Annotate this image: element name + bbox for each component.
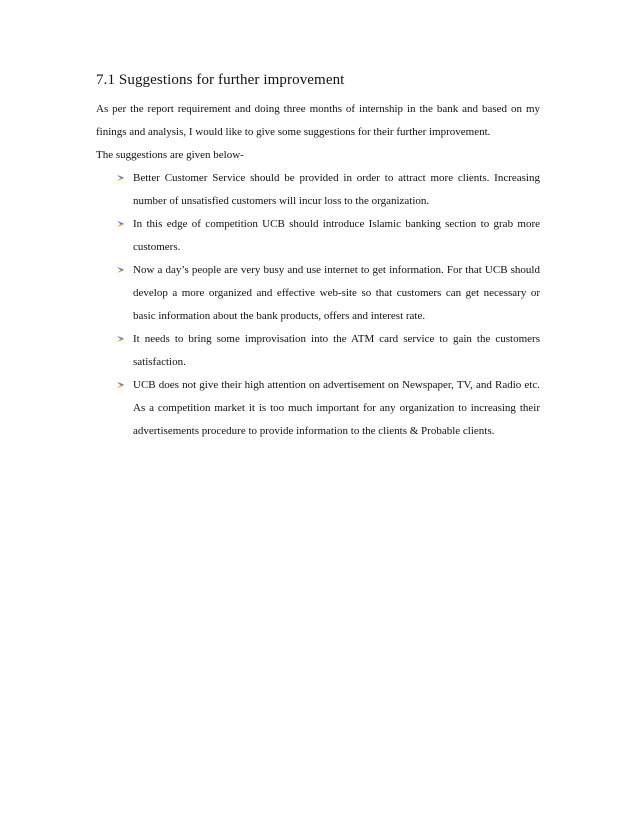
list-item xyxy=(96,328,540,374)
section-heading: 7.1 Suggestions for further improvement xyxy=(96,72,345,88)
intro-paragraph: As per the report requirement and doing three months of internship in the bank and based on my finings and analysis, I would like to give some suggestions for their further improvement. xyxy=(96,103,540,138)
suggestion-list xyxy=(96,167,540,443)
section-content xyxy=(96,70,540,443)
list-intro: The suggestions are given below- xyxy=(96,149,244,161)
list-item xyxy=(96,213,540,259)
suggestion-text: Now a day’s people are very busy and use internet to get information. For that UCB should develop a more organized and effective web-site so that customers can get necessary or basic information about the bank products, offers and interest rate. xyxy=(133,264,540,322)
suggestion-text: In this edge of competition UCB should introduce Islamic banking section to grab more customers. xyxy=(133,218,540,253)
suggestion-text: UCB does not give their high attention on advertisement on Newspaper, TV, and Radio etc. As a competition market it is too much important for any organization to increasing their advertisements procedure to provide information to the clients & Probable clients. xyxy=(133,379,540,437)
arrow-bullet-icon xyxy=(116,219,126,229)
arrow-bullet-icon xyxy=(116,380,126,390)
list-item xyxy=(96,259,540,328)
arrow-bullet-icon xyxy=(116,265,126,275)
arrow-bullet-icon xyxy=(116,334,126,344)
arrow-bullet-icon xyxy=(116,173,126,183)
list-item xyxy=(96,374,540,443)
suggestion-text: Better Customer Service should be provided in order to attract more clients. Increasing number of unsatisfied customers will incur loss to the organization. xyxy=(133,172,540,207)
list-item xyxy=(96,167,540,213)
suggestion-text: It needs to bring some improvisation into the ATM card service to gain the customers satisfaction. xyxy=(133,333,540,368)
